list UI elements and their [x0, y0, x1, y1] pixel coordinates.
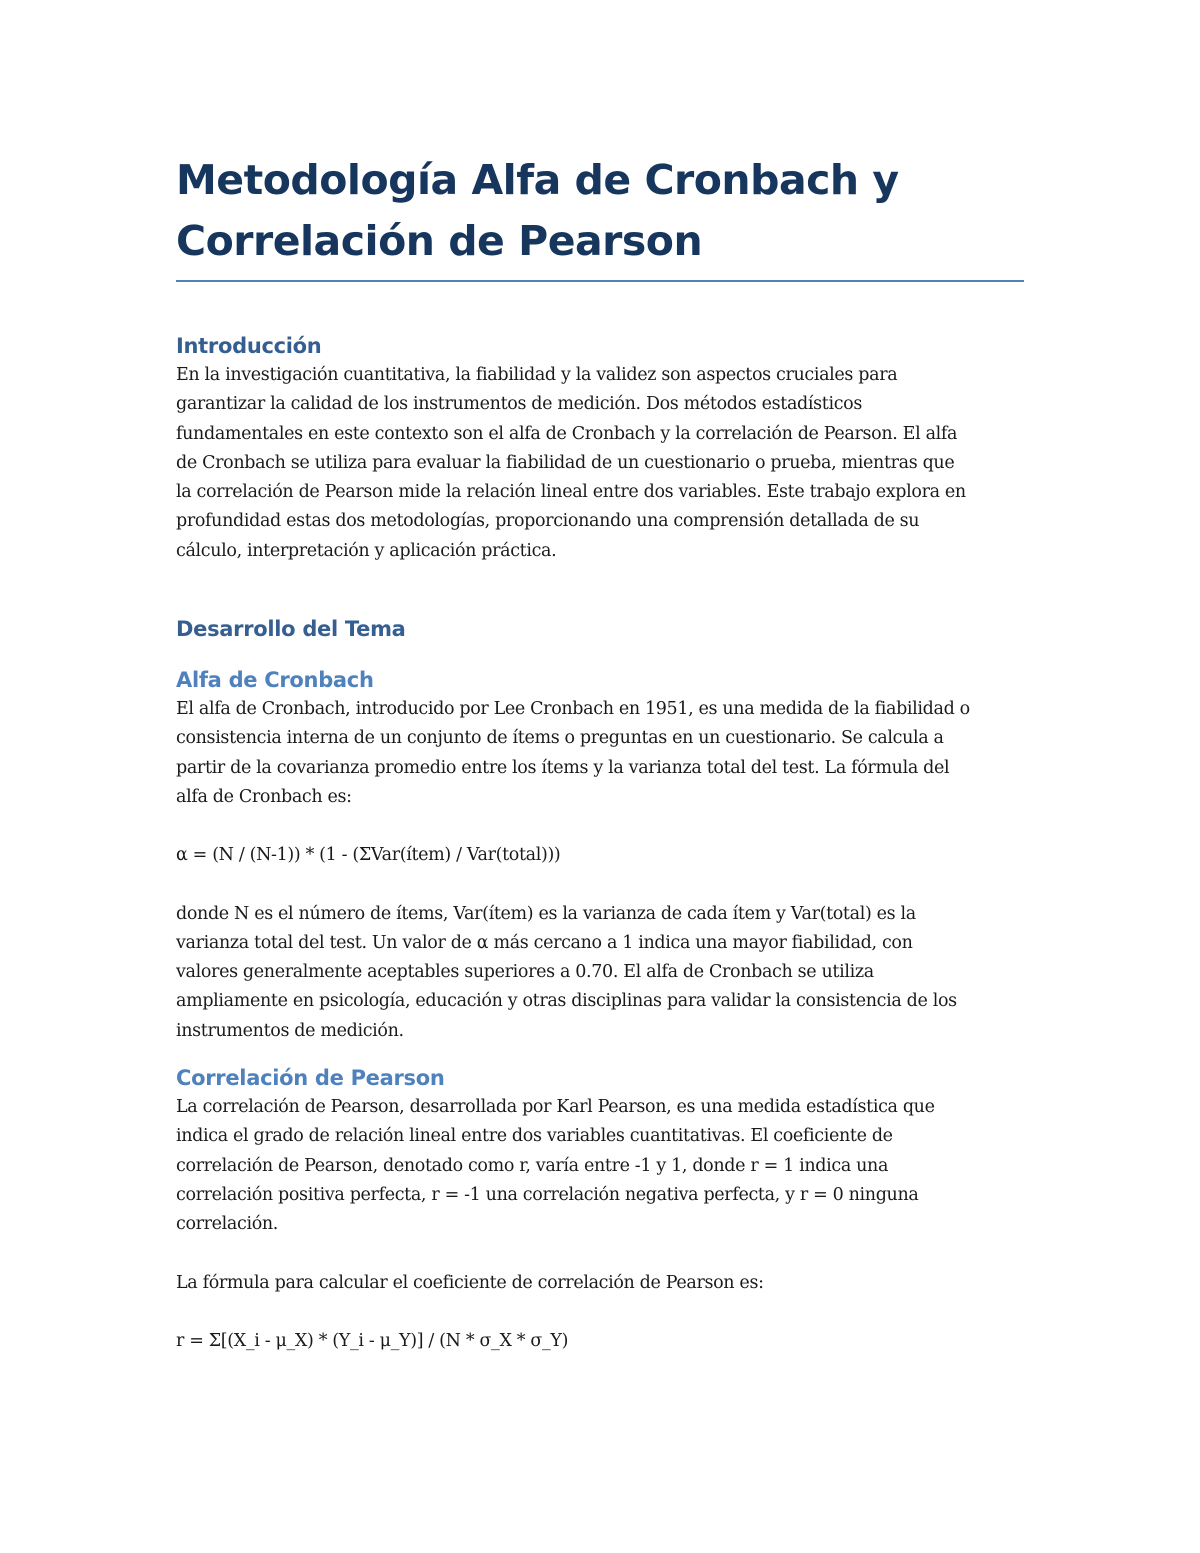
pearson-heading: Correlación de Pearson [176, 1066, 445, 1091]
cronbach-paragraph [176, 695, 1024, 812]
intro-heading: Introducción [176, 334, 322, 358]
paragraph-line: correlación. [176, 1214, 279, 1235]
paragraph-line: instrumentos de medición. [176, 1020, 404, 1041]
paragraph-line: cálculo, interpretación y aplicación práctica. [176, 540, 557, 561]
paragraph-line: profundidad estas dos metodologías, proporcionando una comprensión detallada de su [176, 511, 920, 532]
paragraph-line: alfa de Cronbach es: [176, 786, 352, 807]
document-title [176, 150, 1024, 282]
paragraph-line: correlación positiva perfecta, r = -1 una correlación negativa perfecta, y r = 0 ninguna [176, 1184, 919, 1205]
paragraph-line: partir de la covarianza promedio entre los ítems y la varianza total del test. La fórmula del [176, 757, 950, 778]
pearson-formula-intro [176, 1269, 1024, 1298]
paragraph-line: ampliamente en psicología, educación y otras disciplinas para validar la consistencia de los [176, 991, 957, 1012]
paragraph-line: la correlación de Pearson mide la relación lineal entre dos variables. Este trabajo explora en [176, 482, 966, 503]
development-heading: Desarrollo del Tema [176, 617, 406, 642]
paragraph-line: donde N es el número de ítems, Var(ítem) es la varianza de cada ítem y Var(total) es la [176, 903, 916, 924]
paragraph-line: En la investigación cuantitativa, la fiabilidad y la validez son aspectos cruciales para [176, 365, 898, 385]
paragraph-line: La correlación de Pearson, desarrollada por Karl Pearson, es una medida estadística que [176, 1097, 935, 1118]
cronbach-heading: Alfa de Cronbach [176, 668, 374, 693]
paragraph-line: indica el grado de relación lineal entre dos variables cuantitativas. El coeficiente de [176, 1126, 893, 1147]
paragraph-line: de Cronbach se utiliza para evaluar la fiabilidad de un cuestionario o prueba, mientras que [176, 452, 955, 473]
formula-line: α = (N / (N-1)) * (1 - (ΣVar(ítem) / Var(total))) [176, 845, 561, 866]
title-line: Correlación de Pearson [176, 217, 703, 265]
title-line: Metodología Alfa de Cronbach y [176, 156, 899, 204]
paragraph-line: garantizar la calidad de los instrumentos de medición. Dos métodos estadísticos [176, 394, 862, 415]
document-page [176, 150, 1024, 1356]
paragraph-line: valores generalmente aceptables superiores a 0.70. El alfa de Cronbach se utiliza [176, 962, 874, 983]
paragraph-line: correlación de Pearson, denotado como r, varía entre -1 y 1, donde r = 1 indica una [176, 1155, 889, 1176]
paragraph-line: La fórmula para calcular el coeficiente de correlación de Pearson es: [176, 1272, 764, 1293]
cronbach-formula [176, 841, 1024, 870]
intro-paragraph [176, 361, 1024, 566]
pearson-formula [176, 1327, 1024, 1356]
formula-line: r = Σ[(X_i - μ_X) * (Y_i - μ_Y)] / (N * σ_X * σ_Y) [176, 1330, 569, 1351]
paragraph-line: varianza total del test. Un valor de α más cercano a 1 indica una mayor fiabilidad, con [176, 932, 913, 953]
paragraph-line: consistencia interna de un conjunto de ítems o preguntas en un cuestionario. Se calcula a [176, 728, 944, 749]
paragraph-line: El alfa de Cronbach, introducido por Lee Cronbach en 1951, es una medida de la fiabilidad o [176, 699, 970, 720]
paragraph-line: fundamentales en este contexto son el alfa de Cronbach y la correlación de Pearson. El alfa [176, 423, 958, 444]
cronbach-explanation [176, 900, 1024, 1046]
pearson-paragraph [176, 1093, 1024, 1239]
